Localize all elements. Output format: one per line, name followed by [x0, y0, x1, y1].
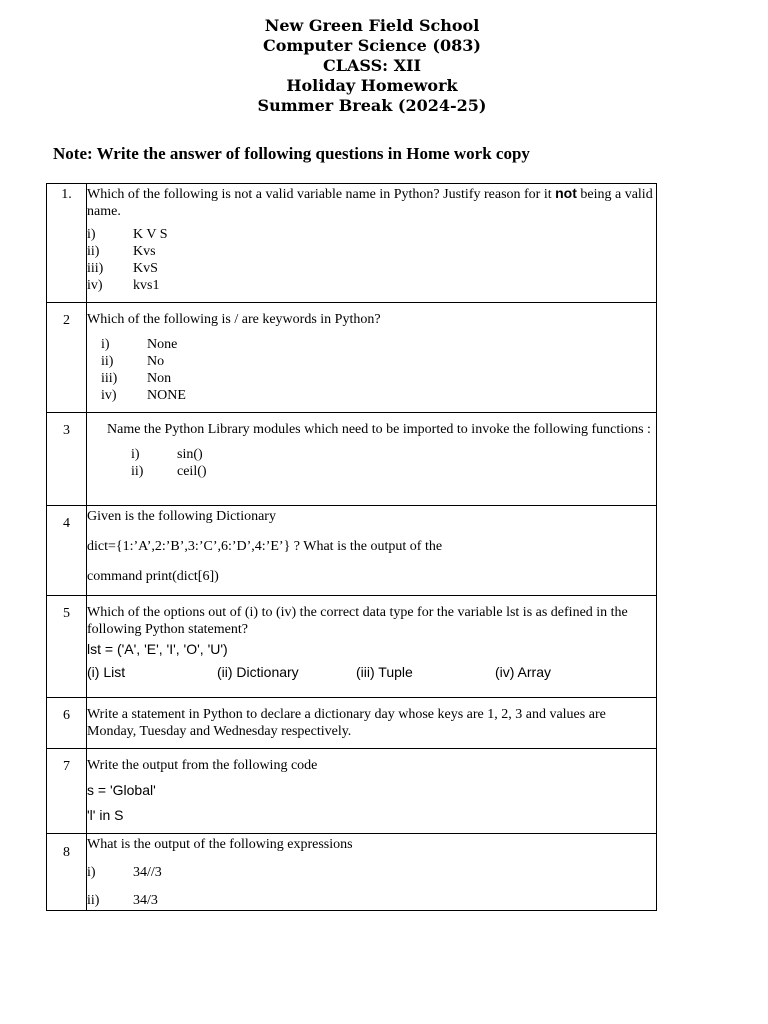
option: iv) kvs1	[87, 278, 160, 293]
question-row	[47, 506, 657, 596]
instruction-note: Note: Write the answer of following questions in Home work copy	[53, 144, 530, 163]
option: ii) 34/3	[87, 893, 158, 908]
question-body	[87, 596, 657, 698]
question-row	[47, 749, 657, 834]
emphasis-not: not	[555, 185, 577, 201]
option: ii) No	[101, 354, 165, 369]
question-row	[47, 184, 657, 303]
code-line: lst = ('A', 'E', 'I', 'O', 'U')	[87, 641, 228, 657]
question-number: 5	[47, 596, 87, 698]
question-number: 1.	[47, 184, 87, 303]
question-body	[87, 749, 657, 834]
options-list	[107, 446, 656, 480]
question-number: 3	[47, 413, 87, 506]
question-body	[87, 506, 657, 596]
question-text: command print(dict[6])	[87, 569, 219, 584]
options-list	[87, 336, 656, 404]
option: ii) ceil()	[131, 464, 207, 479]
question-number: 4	[47, 506, 87, 596]
question-number: 7	[47, 749, 87, 834]
question-text: Which of the following is / are keywords in Python?	[87, 312, 381, 327]
question-text: Which of the options out of (i) to (iv) the correct data type for the variable lst is as defined in the following Python statement?	[87, 605, 628, 637]
question-body	[87, 184, 657, 303]
options-list	[87, 226, 656, 294]
choice: (ii) Dictionary	[217, 664, 299, 680]
school-name: New Green Field School	[264, 16, 480, 35]
question-body	[87, 834, 657, 911]
option: i) sin()	[131, 447, 203, 462]
question-number: 2	[47, 303, 87, 413]
document-header	[0, 16, 744, 116]
answer-choices	[87, 664, 656, 681]
question-body	[87, 303, 657, 413]
question-body	[87, 413, 657, 506]
question-number: 8	[47, 834, 87, 911]
question-row	[47, 698, 657, 749]
code-line: 'l' in S	[87, 807, 124, 823]
option: i) None	[101, 337, 178, 352]
option: iii) KvS	[87, 261, 158, 276]
question-row	[47, 834, 657, 911]
choice: (i) List	[87, 664, 126, 680]
question-text: Name the Python Library modules which need to be imported to invoke the following functions :	[107, 422, 651, 437]
question-body	[87, 698, 657, 749]
question-row	[47, 303, 657, 413]
class-label: CLASS: XII	[322, 56, 421, 75]
questions-table	[46, 183, 657, 911]
choice: (iv) Array	[495, 664, 551, 680]
option: iii) Non	[101, 371, 172, 386]
question-text: Which of the following is not a valid variable name in Python? Justify reason for it not being a valid name.	[87, 185, 653, 219]
choice: (iii) Tuple	[356, 664, 413, 680]
question-text: Write the output from the following code	[87, 758, 318, 773]
subject-title: Computer Science (083)	[263, 36, 481, 55]
dictionary-code: dict={1:’A’,2:’B’,3:’C’,6:’D’,4:’E’} ? What is the output of the	[87, 539, 443, 554]
option: i) 34//3	[87, 865, 162, 880]
option: iv) NONE	[101, 388, 186, 403]
question-text: Given is the following Dictionary	[87, 509, 276, 524]
question-text: Write a statement in Python to declare a dictionary day whose keys are 1, 2, 3 and values are Monday, Tuesday and Wednesday respectively.	[87, 707, 606, 739]
question-row	[47, 413, 657, 506]
code-line: s = 'Global'	[87, 782, 156, 798]
term-label: Summer Break (2024-25)	[257, 96, 487, 115]
question-text: What is the output of the following expressions	[87, 837, 353, 852]
question-number: 6	[47, 698, 87, 749]
option: ii) Kvs	[87, 244, 156, 259]
homework-title: Holiday Homework	[286, 76, 458, 95]
question-row	[47, 596, 657, 698]
option: i) K V S	[87, 227, 168, 242]
